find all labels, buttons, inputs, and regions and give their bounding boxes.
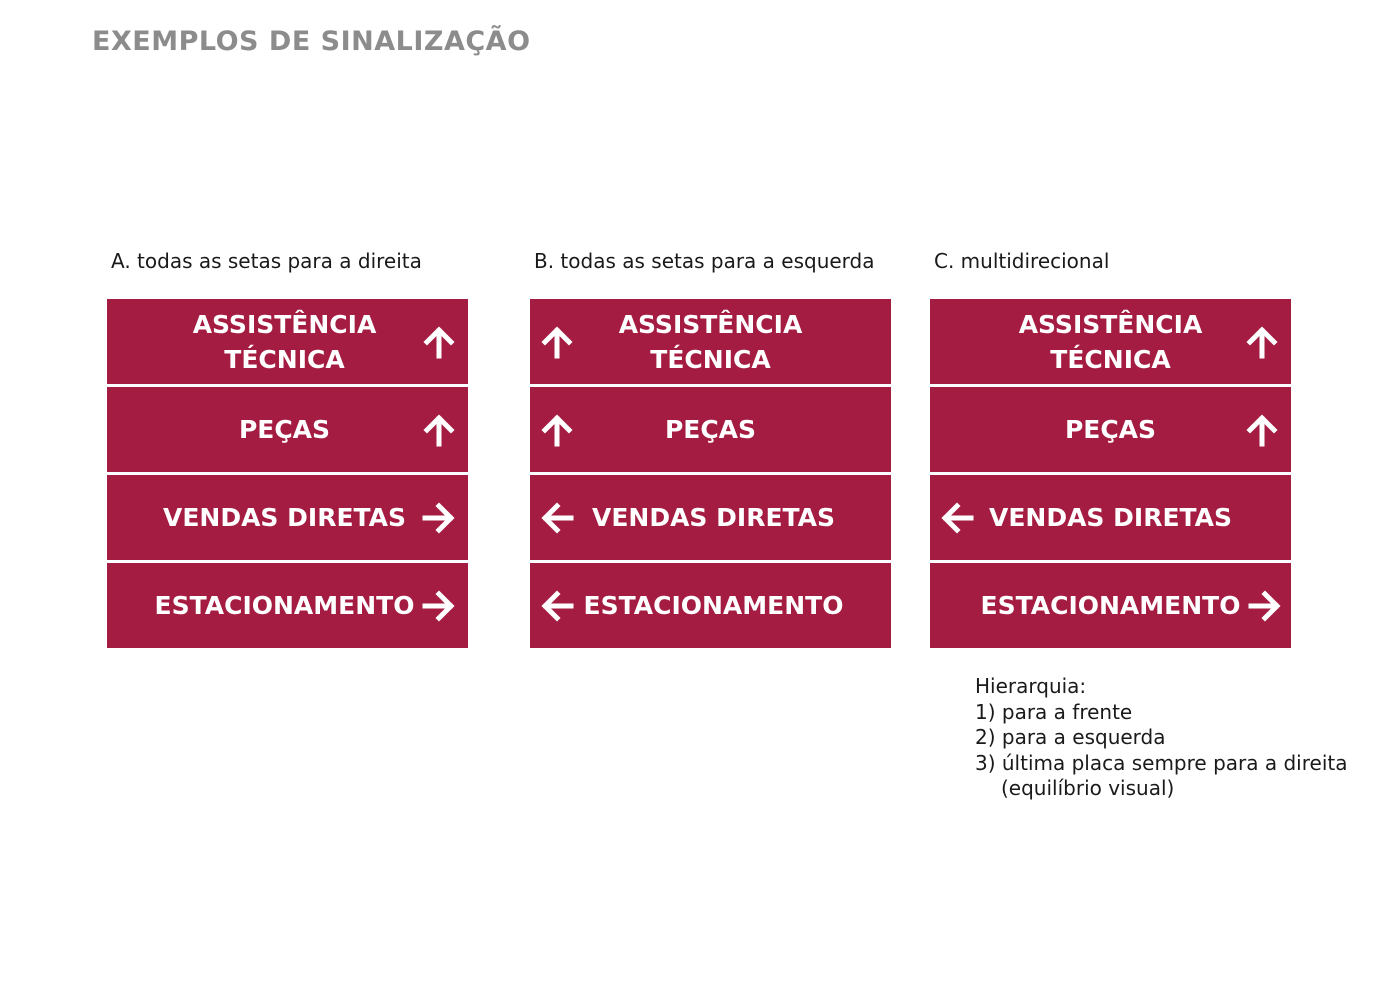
left-arrow-icon [540,501,574,535]
up-arrow-icon [422,413,456,447]
sign-stack-a [107,299,468,648]
example-c [930,246,1291,620]
sign-label: PEÇAS [664,415,757,444]
hierarchy-item: 3) última placa sempre para a direita [975,750,1348,775]
up-arrow-icon [422,325,456,359]
sign-pecas [930,387,1291,472]
sign-assistencia-tecnica [930,299,1291,384]
example-c-label: C. multidirecional [934,249,1110,273]
hierarchy-item: 1) para a frente [975,699,1133,724]
sign-vendas-diretas [107,475,468,560]
sign-label: VENDAS DIRETAS [988,503,1232,532]
sign-label: VENDAS DIRETAS [591,503,835,532]
sign-stack-c [930,299,1291,648]
sign-label: ASSISTÊNCIA TÉCNICA [618,309,803,374]
right-arrow-icon [1248,589,1282,623]
hierarchy-item: (equilíbrio visual) [1001,776,1175,800]
up-arrow-icon [1245,413,1279,447]
hierarchy-item: 2) para a esquerda [975,725,1166,749]
sign-label: PEÇAS [1064,415,1157,444]
hierarchy-note [975,674,1347,802]
sign-estacionamento [107,563,468,648]
sign-label: ESTACIONAMENTO [980,591,1241,620]
left-arrow-icon [540,589,574,623]
sign-label: ESTACIONAMENTO [583,591,844,620]
example-b-label: B. todas as setas para a esquerda [534,249,875,273]
page-title: EXEMPLOS DE SINALIZAÇÃO [92,26,531,57]
sign-vendas-diretas [530,475,891,560]
sign-label: VENDAS DIRETAS [162,503,406,532]
sign-pecas [107,387,468,472]
up-arrow-icon [540,413,574,447]
example-a [107,246,468,620]
sign-label: ASSISTÊNCIA TÉCNICA [1018,309,1203,374]
sign-stack-b [530,299,891,648]
sign-assistencia-tecnica [107,299,468,384]
sign-label: ASSISTÊNCIA TÉCNICA [192,309,377,374]
example-b [530,246,891,620]
sign-estacionamento [530,563,891,648]
example-a-label: A. todas as setas para a direita [111,249,422,273]
sign-label: PEÇAS [238,415,331,444]
sign-assistencia-tecnica [530,299,891,384]
right-arrow-icon [422,501,456,535]
hierarchy-heading: Hierarquia: [975,674,1087,698]
sign-vendas-diretas [930,475,1291,560]
sign-pecas [530,387,891,472]
right-arrow-icon [422,589,456,623]
up-arrow-icon [540,325,574,359]
up-arrow-icon [1245,325,1279,359]
sign-label: ESTACIONAMENTO [154,591,415,620]
sign-estacionamento [930,563,1291,648]
left-arrow-icon [940,501,974,535]
